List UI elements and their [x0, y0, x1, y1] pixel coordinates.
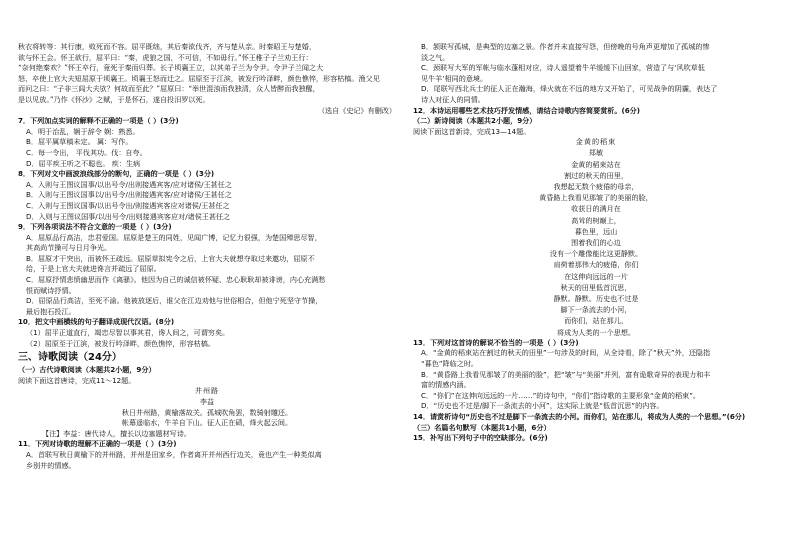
subsection-ancient-poetry: （一）古代诗歌阅读（本题共2小题，9分）	[18, 365, 156, 375]
question-13-option-line: “暮色”降临之时。	[421, 358, 479, 368]
question-9-option-line: 恨而赋诗抒情。	[26, 285, 76, 295]
right-column	[413, 42, 779, 444]
poem-2-line: 收获日的满月在	[571, 204, 621, 214]
poem-1-instruction: 阅读下面这首唐诗，完成11～12题。	[18, 375, 136, 385]
poem-2-line: 脚下一条流去的小河，	[560, 305, 632, 315]
question-13-option-line: B．“黄昏路上我看见那皱了的美丽的脸”，把“皱”与“美丽”并列，富有诡歌奇异的表现力和丰	[421, 369, 711, 379]
passage-line: 秋衣将转等：其行康，败死而不容。屈平既绌，其后秦欲伐齐，齐与楚从亲。时秦昭王与楚婚，	[18, 42, 316, 51]
question-13-option-line: D．“历史也不过是/脚下一条流去的小河”，这实际上就是“低首沉思”的内容。	[421, 401, 664, 411]
question-11-option-line: B．颔联写孤城，是典型的边塞之景。作者并未直接写怨，但傍晚的号角声更增加了孤城的惨	[421, 42, 710, 51]
question-9-option-line: 其高尚节操可与日月争光。	[26, 243, 112, 253]
question-11-option-line: 乡别井的情感。	[26, 460, 76, 470]
question-14-stem: 14．请赏析诗句“历史也不过是脚下一条流去的小河。而你们，站在那儿，将成为人类的一个思想。”(6分)	[413, 411, 746, 421]
poem-2-title: 金黄的稻束	[575, 137, 617, 147]
poem-1-title: 井州路	[194, 386, 220, 396]
question-11-option-line: D．尾联写西北兵士的征人正在瀚海，烽火就在不远的地方又开始了，可见战争的阴霾，表达了	[421, 84, 718, 94]
poem-2-line: 而你们，站在那儿，	[564, 316, 628, 326]
section-3-heading: 三、诗歌阅读（24分）	[18, 352, 122, 364]
question-11-option-line: 见牛羊’相同的意境。	[421, 73, 488, 83]
question-8-option-b: B．入则与王图议国事以/出号令/出则接遇宾客/应对诸侯/王甚任之	[26, 190, 232, 200]
question-7-stem: 7．下列加点实词的解释不正确的一项是（ ）(3分)	[18, 116, 179, 126]
poem-1-line: 帐幕遥临水，牛羊自下山。征人正在碛，烽火起云间。	[121, 418, 293, 428]
poem-2	[413, 137, 779, 337]
poem-2-line: 割过的秋天的田里，	[564, 170, 628, 180]
poem-2-author: 郑敏	[588, 147, 604, 157]
passage-line: 是以见放。”乃作《怀沙》之赋，于是怀石，遂自投汨罗以死。	[18, 94, 210, 104]
poem-1-note: 【注】李益：唐代诗人，擅长以边塞题材写诗。	[42, 428, 191, 438]
poem-2-line: 高耸的树巅上，	[571, 215, 621, 225]
poem-2-line: 在这伸向远远的一片	[564, 271, 628, 281]
passage-line: “奈何绝秦欢？”怀王卒行，竟死于秦而归葬。长子顷襄王立，以其弟子兰为令尹。令尹子兰闻之大	[18, 63, 324, 73]
poem-2-line: 肩荷着那伟大的疲倦，你们	[553, 260, 639, 270]
poem-2-line: 秋天的田里低首沉思，	[560, 282, 632, 292]
poem-1-author: 李益	[199, 397, 215, 406]
poem-2-instruction: 阅读下面这首新诗，完成13—14题。	[413, 126, 531, 136]
question-10-stem: 10．把文中画横线的句子翻译成现代汉语。(8分)	[18, 317, 175, 327]
passage-source: （选自《史记》有删改）	[317, 105, 396, 115]
poem-2-line: 静默。静默。历史也不过是	[553, 293, 639, 303]
question-8-option-d: D．入则与王图议国事/以出号令/出则接遇宾客应对/诸侯王甚任之	[26, 211, 231, 221]
left-column	[18, 42, 396, 471]
passage-line: 欲与怀王会。怀王欲行，屈平曰：“秦，虎狼之国，不可信，不如毋行。”怀王稚子子兰劝王行：	[18, 52, 313, 62]
passage-line: 而问之曰：“子非三闾大夫欤？何故而至此？”屈原曰：“举世混浊而我独清，众人皆醉而我独醒，	[18, 84, 320, 94]
subsection-modern-poetry: （二）新诗阅读（本题共2小题，9分）	[413, 116, 537, 126]
question-11-option-line: 诗人对征人的同情。	[421, 94, 485, 104]
passage-continued	[18, 42, 396, 116]
poem-2-line: 我想起无数个疲倦的母亲，	[553, 181, 639, 191]
question-12-stem: 12．本诗运用哪些艺术技巧抒发情感，请结合诗歌内容简要赏析。(6分)	[413, 105, 641, 115]
question-9-option-line: D．屈原品行高洁，至死不渝。他被放逐后，谁父在江边劝他与世俗相合，但他宁死坚守节操，	[26, 296, 323, 306]
question-8-stem: 8．下列对文中画波浪线部分的断句，正确的一项是（ ）(3分)	[18, 169, 215, 179]
question-9-option-line: B．屈原才干突出，而被怀王疏远。屈原草拟宪令之后，上官大夫就想夺取过来邀功，屈原不	[26, 253, 315, 263]
question-10-item: （2）屈原至于江滨，被发行吟泽畔，颜色憔悴，形容枯槁。	[26, 338, 215, 348]
question-10-item: （1）屈平正道直行，竭忠尽智以事其君，谗人间之，可谓穷矣。	[26, 328, 230, 338]
question-11-option-line: 淡之气。	[421, 52, 450, 62]
question-9-option-line: C．屈原抒情悲愤幽思而作《离骚》。他因为自己的诚信被怀疑、忠心耿耿却被诽谤，内心充满愁	[26, 275, 326, 285]
question-13-option-line: A．“金黄的稻束站在割过的秋天的田里”一句涉及的时间，从全诗看，除了“秋天”外，还隐指	[421, 348, 711, 358]
question-11-stem: 11．下列对诗歌的理解不正确的一项是（ ）(3分)	[18, 439, 177, 449]
poem-2-line: 将成为人类的一个思想。	[556, 327, 636, 337]
poem-2-line: 围着我们的心边	[571, 237, 621, 247]
question-9-option-line: 给，于是上官大夫就进谗言并疏远了屈原。	[26, 264, 161, 274]
passage-line: 怒，卒使上官大夫短屈原于顷襄王。顷襄王怒而迁之。屈原至于江滨，被发行吟泽畔，颜色憔悴，形容枯槁。渔父见	[18, 73, 380, 83]
question-13-option-line: C．“你们”在这伸向远远的一片……”的诗句中，“你们”指诗歌的主要形象“金黄的稻束”。	[421, 390, 700, 400]
poem-1-line: 秋日井州路，黄榆落故关。孤城吹角罢，数骑射雕还。	[121, 407, 293, 417]
question-9-option-line: A．屈原品行高洁，忠君爱国。屈原是楚王的同姓，见闻广博，记忆力很强，为楚国殚思尽智，	[26, 232, 322, 242]
question-15-stem: 15．补写出下列句子中的空缺部分。(6分)	[413, 433, 548, 443]
question-11-option-line: C．颈联写大军的军帐与临水蓬相对应，诗人遥望着牛羊缓缓下山回家，营造了与‘风吹草低	[421, 63, 705, 73]
question-13-stem: 13．下列对这首诗的解说不恰当的一项是（ ）(3分)	[413, 337, 579, 347]
question-8-option-c: C．入则与王图议国事/以出号令出/则接遇宾客应对诸侯/王甚任之	[26, 200, 230, 210]
question-7-option-a: A．明于治乱，娴于辞令 娴：熟悉。	[26, 126, 140, 136]
question-7-option-b: B．屈平属草稿未定。 属：写作。	[26, 137, 133, 147]
question-13-option-line: 富的情感内涵。	[421, 380, 471, 390]
question-7-option-d: D．屈平疾王听之不聪也。 疾：生病	[26, 158, 141, 168]
question-11-option-line: A．首联写秋日黄榆下的并州路，并州是田家乡，作者离开并州西行边关，竟也产生一种类似离	[26, 449, 322, 459]
poem-2-line: 没有一个雕像能比这更静默。	[549, 249, 643, 259]
poem-2-line: 暮色里，远山	[574, 226, 618, 236]
poem-2-line: 黄昏路上我看见那皱了的美丽的脸，	[539, 193, 653, 203]
subsection-dictation: （三）名篇名句默写（本题共1小题，6分）	[413, 422, 551, 432]
question-7-option-c: C．每一令出， 平伐其功。伐：自夸。	[26, 147, 147, 157]
poem-2-line: 金黄的稻束站在	[571, 159, 621, 169]
question-8-option-a: A．入则与王图议国事/以出号令/出则接遇宾客/应对诸侯/王甚任之	[26, 179, 232, 189]
question-9-option-line: 最后抱石投江。	[26, 306, 76, 316]
question-9-stem: 9．下列各项说法不符合文意的一项是（ ）(3分)	[18, 222, 172, 232]
